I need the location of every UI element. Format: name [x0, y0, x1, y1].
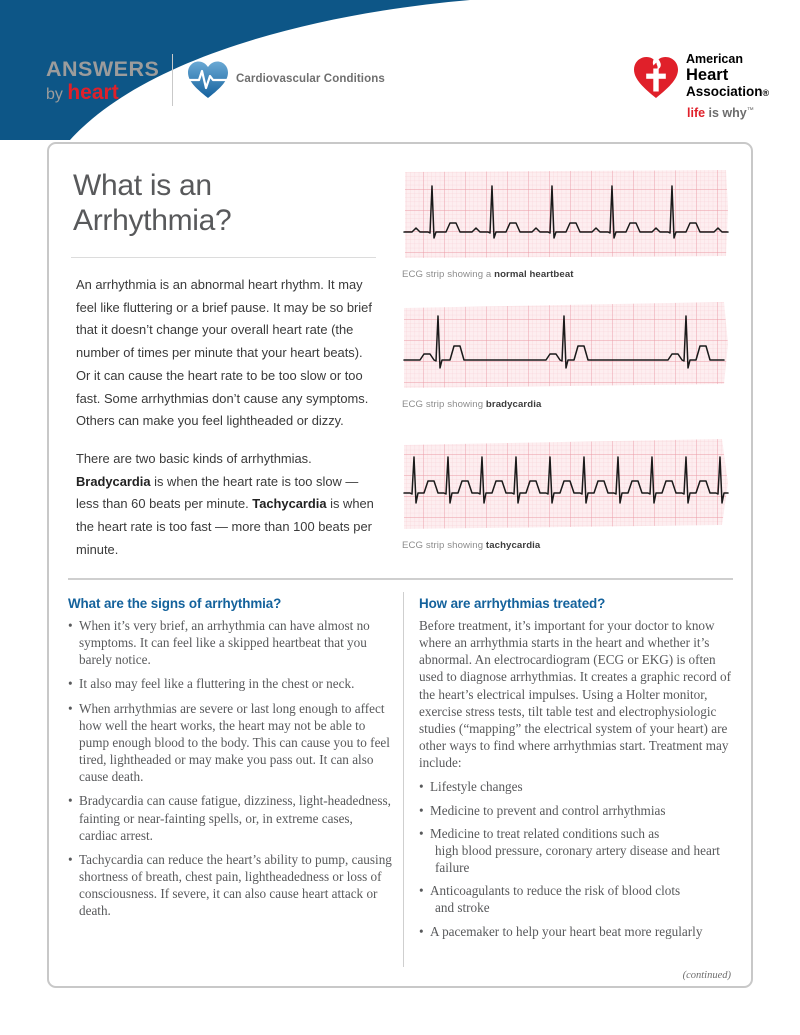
ecg-figure-tachycardia — [402, 433, 732, 551]
heart-text: heart — [67, 80, 119, 104]
list-item: • When arrhythmias are severe or last long enough to affect how well the heart works, the heart may not be able to pump enough blood to the body. This can cause you to feel tired, lightheaded or may make you pass out. It can also cause death. — [68, 700, 393, 786]
aha-heart-torch-icon — [632, 53, 680, 101]
list-item: • Medicine to treat related conditions such as high blood pressure, coronary artery disease and heart failure — [419, 825, 734, 876]
signs-bullet-list — [68, 617, 393, 920]
intro-paragraph-1: An arrhythmia is an abnormal heart rhythm. It may feel like fluttering or a brief pause. It may be so brief that it doesn’t change your overall heart rate (the number of times per minute that your heart beats). Or it can cause the heart rate to be too slow or too fast. Some arrhythmias don’t cause any symptoms. Others can make you feel lightheaded or dizzy. — [76, 277, 372, 429]
signs-section — [68, 596, 393, 927]
signs-heading: What are the signs of arrhythmia? — [68, 596, 282, 611]
tagline-tm: ™ — [746, 106, 754, 114]
treatment-lead-paragraph: Before treatment, it’s important for your doctor to know where an arrhythmia starts in the heart and whether it’s abnormal. An electrocardiogram (ECG or EKG) is often used to diagnose arrhythmias. It creates a graphic record of the heart’s electrical impulses. Using a Holter monitor, exercise stress tests, tilt table test and electrophysiologic studies (“mapping” the electrical system of your heart) are other ways to find where arrhythmias start. Treatment may include: — [419, 618, 731, 771]
ecg-caption-tachycardia: ECG strip showing tachycardia — [402, 540, 541, 551]
column-divider-vertical — [403, 592, 404, 967]
cardiovascular-conditions-label: Cardiovascular Conditions — [236, 73, 385, 85]
list-item: • Anticoagulants to reduce the risk of blood clots and stroke — [419, 882, 734, 916]
ecg-figure-normal — [402, 168, 732, 280]
treatment-heading: How are arrhythmias treated? — [419, 596, 606, 611]
header-divider — [172, 54, 173, 106]
treatment-section — [419, 596, 734, 946]
page-header — [0, 46, 800, 120]
continued-label: (continued) — [682, 970, 731, 981]
list-item: • Bradycardia can cause fatigue, dizziness, light-headedness, fainting or near-fainting spells, or, in extreme cases, cardiac arrest. — [68, 792, 393, 843]
list-item: • Lifestyle changes — [419, 778, 734, 795]
answers-by-heart-logo — [46, 59, 161, 103]
aha-line-association: Association® — [686, 84, 770, 100]
title-line-1: What is an — [73, 169, 212, 202]
ecg-figure-bradycardia — [402, 298, 732, 410]
tagline-rest: is why — [705, 106, 747, 120]
section-divider-horizontal — [68, 578, 733, 580]
content-card — [47, 142, 753, 988]
treatment-bullet-list — [419, 778, 734, 939]
ecg-caption-normal: ECG strip showing a normal heartbeat — [402, 269, 574, 280]
term-tachycardia: Tachycardia — [252, 496, 327, 512]
title-divider — [71, 257, 376, 258]
by-heart-wordmark — [46, 82, 161, 103]
title-line-2: Arrhythmia? — [73, 204, 232, 238]
list-item: • When it’s very brief, an arrhythmia can have almost no symptoms. It can feel like a skipped heartbeat that you barely notice. — [68, 617, 393, 668]
ecg-strip-tachycardia — [402, 433, 732, 535]
intro-paragraph-2: There are two basic kinds of arrhythmias. Bradycardia is when the heart rate is too slow — less than 60 beats per minute. Tachycardia is when the heart rate is too fast — more than 100 beats per minute. — [76, 450, 374, 557]
aha-wordmark — [686, 52, 769, 100]
intro-text — [76, 274, 376, 561]
answers-wordmark: ANSWERS — [46, 57, 160, 81]
list-item: • It also may feel like a fluttering in the chest or neck. — [68, 675, 393, 692]
list-item: • Medicine to prevent and control arrhythmias — [419, 802, 734, 819]
ecg-strip-normal — [402, 168, 732, 264]
list-item: • A pacemaker to help your heart beat more regularly — [419, 923, 734, 940]
ecg-strip-bradycardia — [402, 298, 732, 394]
term-bradycardia: Bradycardia — [76, 473, 151, 489]
heart-pulse-icon — [186, 58, 230, 102]
aha-line-american: American — [686, 52, 743, 66]
life-is-why-tagline — [687, 106, 754, 120]
ecg-caption-bradycardia: ECG strip showing bradycardia — [402, 399, 542, 410]
by-text: by — [46, 85, 68, 103]
page-title — [73, 168, 373, 238]
american-heart-association-logo — [632, 50, 772, 130]
list-item: • Tachycardia can reduce the heart’s ability to pump, causing shortness of breath, chest pain, lightheadedness or loss of consciousness. If severe, it can also cause heart attack or death. — [68, 851, 393, 920]
aha-line-heart: Heart — [686, 66, 729, 84]
tagline-life: life — [687, 106, 706, 120]
